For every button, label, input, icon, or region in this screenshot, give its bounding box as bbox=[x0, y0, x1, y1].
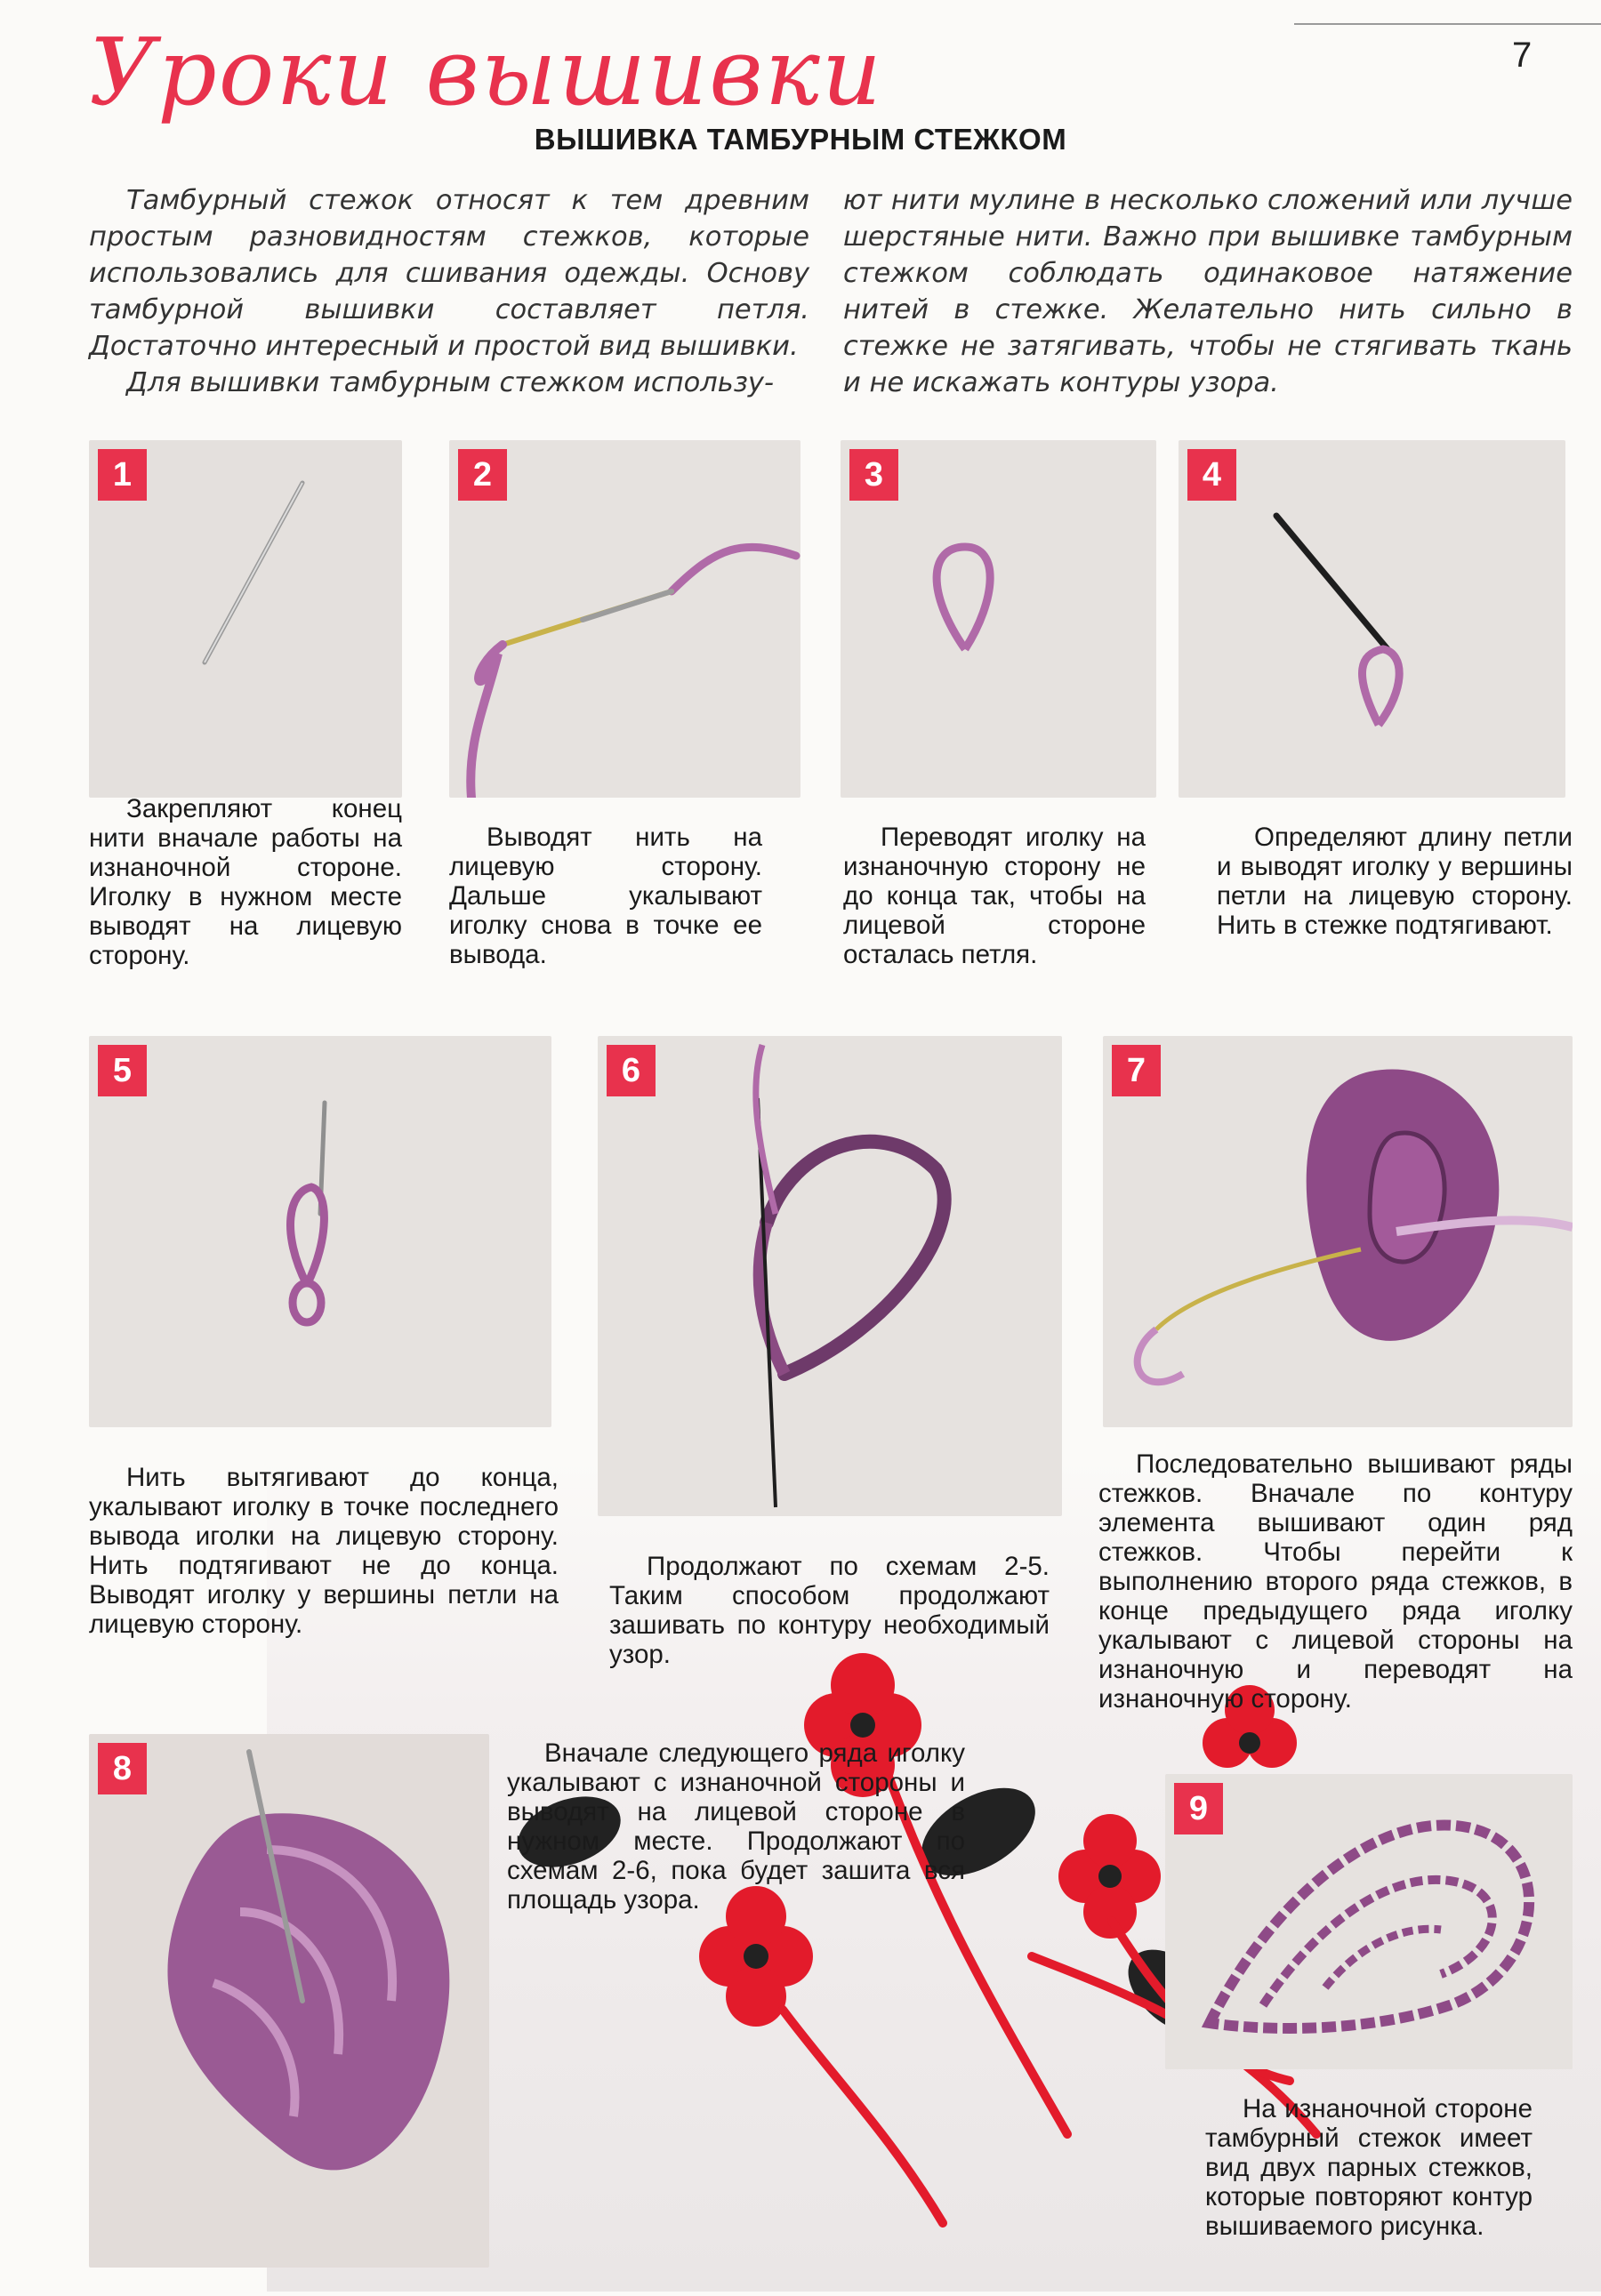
step-7-photo bbox=[1103, 1036, 1573, 1427]
step-3-photo bbox=[841, 440, 1156, 798]
step-number-badge: 6 bbox=[607, 1045, 656, 1096]
caption-text: Закрепляют конец нити вначале работы на изнаночной стороне. Иголку в нужном месте выводят на лицевую сторону. bbox=[89, 794, 402, 970]
caption-text: Последовательно вышивают ряды стежков. Вначале по контуру элемента вышивают один ряд стежков. Чтобы перейти к выполнению второго ряда стежков, в конце предыдущего ряда иголку укалывают с лицевой стороны на изнаночную и переводят на изнаночную сторону. bbox=[1098, 1449, 1573, 1714]
intro-paragraph: Для вышивки тамбурным стежком использу- bbox=[126, 367, 774, 398]
step-6-photo bbox=[598, 1036, 1062, 1516]
caption-text: Продолжают по схемам 2-5. Таким способом продолжают зашивать по контуру необходимый узор. bbox=[609, 1552, 1050, 1669]
step-8-photo bbox=[89, 1734, 489, 2268]
step-4-caption bbox=[1217, 823, 1573, 940]
step-number-badge: 5 bbox=[98, 1045, 147, 1096]
page-number: 7 bbox=[1512, 36, 1533, 75]
step-number-badge: 9 bbox=[1174, 1783, 1223, 1834]
step-9-caption bbox=[1205, 2094, 1533, 2241]
step-2-photo bbox=[449, 440, 800, 798]
step-number-badge: 3 bbox=[849, 449, 898, 501]
filled-rows-image bbox=[1103, 1036, 1573, 1427]
step-7-caption bbox=[1098, 1449, 1573, 1714]
page-title: Уроки вышивки bbox=[89, 18, 883, 126]
step-number-badge: 7 bbox=[1112, 1045, 1161, 1096]
step-3-caption bbox=[843, 823, 1146, 969]
step-number-badge: 2 bbox=[458, 449, 507, 501]
step-1-photo bbox=[89, 440, 402, 798]
step-number-badge: 4 bbox=[1187, 449, 1236, 501]
needle-through-loop-image bbox=[1179, 440, 1565, 798]
step-4-photo bbox=[1179, 440, 1565, 798]
section-subtitle: ВЫШИВКА ТАМБУРНЫМ СТЕЖКОМ bbox=[534, 123, 1067, 156]
step-1-caption bbox=[89, 794, 402, 970]
step-number-badge: 8 bbox=[98, 1743, 147, 1794]
step-5-photo bbox=[89, 1036, 551, 1427]
caption-text: Переводят иголку на изнаночную сторону не до конца так, чтобы на лицевой стороне осталась петля. bbox=[843, 823, 1146, 969]
caption-text: Определяют длину петли и выводят иголку у вершины петли на лицевую сторону. Нить в стежке подтягивают. bbox=[1217, 823, 1573, 940]
filled-leaf-image bbox=[89, 1734, 489, 2268]
caption-text: Вначале следующего ряда иголку укалывают с изнаночной стороны и выводят на лицевой стороне в нужном месте. Продолжают по схемам 2-6, пока будет зашита вся площадь узора. bbox=[507, 1738, 965, 1915]
intro-column-2 bbox=[843, 182, 1573, 401]
caption-text: На изнаночной стороне тамбурный стежок имеет вид двух парных стежков, которые повторяют контур вышиваемого рисунка. bbox=[1205, 2094, 1533, 2241]
step-6-caption bbox=[609, 1552, 1050, 1669]
top-rule bbox=[1294, 23, 1601, 25]
step-9-photo bbox=[1165, 1774, 1573, 2069]
caption-text: Нить вытягивают до конца, укалывают иголку в точке последнего вывода иголки на лицевую сторону. Нить подтягивают не до конца. Выводят иголку у вершины петли на лицевую сторону. bbox=[89, 1463, 559, 1639]
intro-paragraph: ют нити мулине в несколько сложений или лучше шерстяные нити. Важно при вышивке тамбурным стежком соблюдать одинаковое натяжение нитей в стежке. Желательно нить сильно в стежке не затягивать, чтобы не стягивать ткань и не искажать контуры узора. bbox=[843, 185, 1573, 398]
intro-paragraph: Тамбурный стежок относят к тем древним простым разновидностям стежков, которые использовались для сшивания одежды. Основу тамбурной вышивки составляет петля. Достаточно интересный и простой вид вышивки. bbox=[89, 185, 809, 362]
step-2-caption bbox=[449, 823, 762, 969]
second-loop-image bbox=[89, 1036, 551, 1427]
caption-text: Выводят нить на лицевую сторону. Дальше укалывают иголку снова в точке ее вывода. bbox=[449, 823, 762, 969]
step-5-caption bbox=[89, 1463, 559, 1639]
reverse-side-image bbox=[1165, 1774, 1573, 2069]
intro-column-1 bbox=[89, 182, 809, 401]
step-number-badge: 1 bbox=[98, 449, 147, 501]
step-8-caption bbox=[507, 1738, 965, 1915]
contour-chain-image bbox=[598, 1036, 1062, 1516]
